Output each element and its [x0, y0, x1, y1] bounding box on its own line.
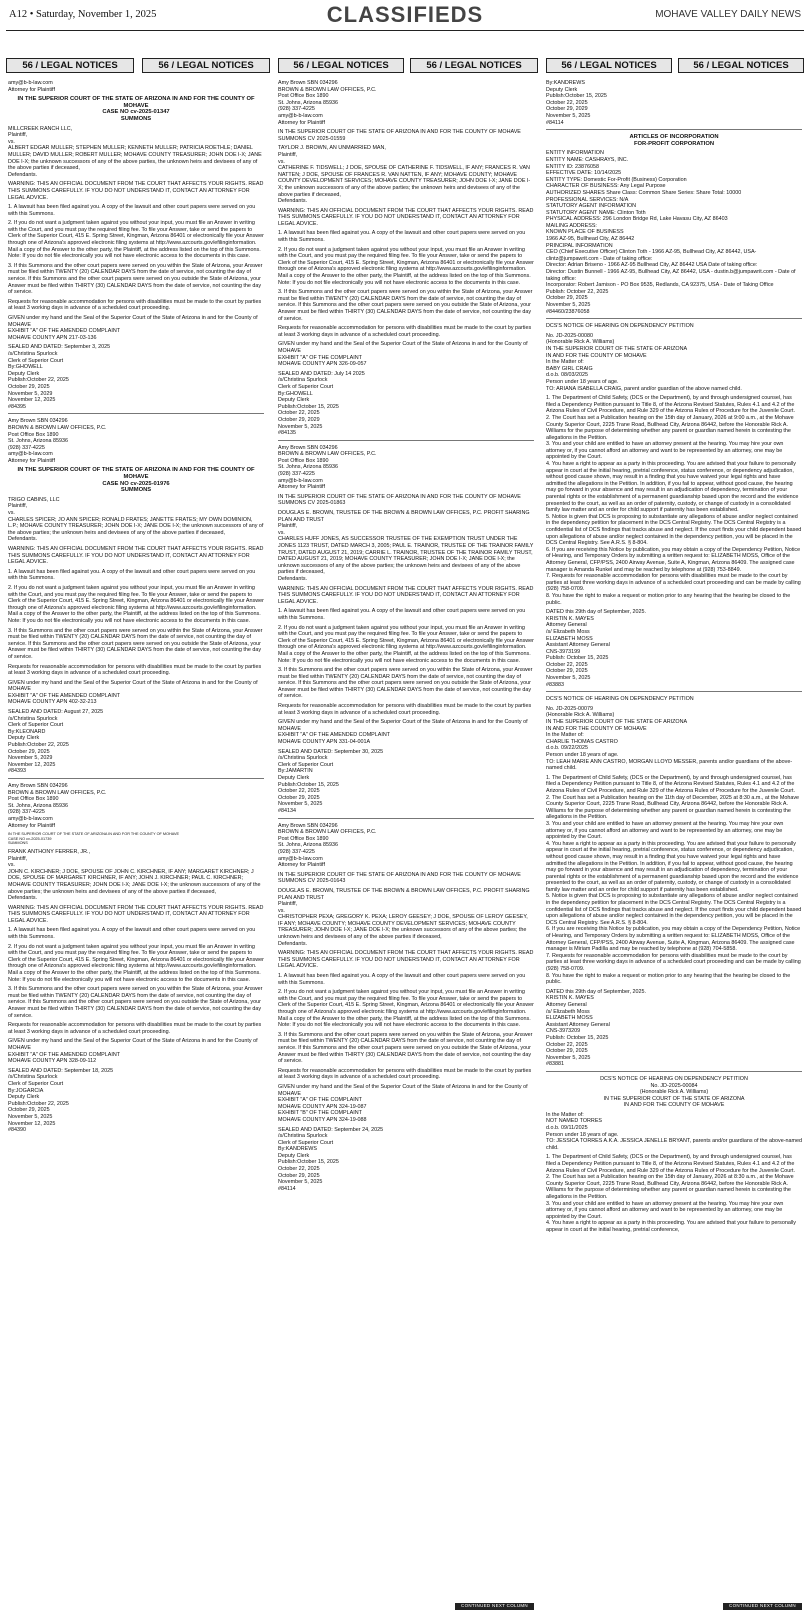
column-head: 56 / LEGAL NOTICES — [6, 58, 134, 73]
notice-body: In the Matter of: NOT NAMED TORRES d.o.b. 09/11/2025 Person under 18 years of age. TO: JESSICA TORRES A.K.A. JESSICA JENELLE BRYANT, parents and/or guardians of the above-named child. — [546, 1111, 802, 1151]
notice-header: Amy Brown SBN 034296 BROWN & BROWN LAW OFFICES, P.C. Post Office Box 1890 St. Johns, Arizona 85936 (928) 337-4225 amy@b-b-law.com Attorney for Plaintiff — [278, 80, 377, 126]
notice-header: Amy Brown SBN 034296 BROWN & BROWN LAW OFFICES, P.C. Post Office Box 1890 St. Johns, Arizona 85936 (928) 337-4225 amy@b-b-law.com Attorney for Plaintiff — [8, 418, 107, 464]
warning: WARNING: THIS AN OFFICIAL DOCUMENT FROM THE COURT THAT AFFECTS YOUR RIGHTS. READ THIS SUMMONS CAREFULLY. IF YOU DO NOT UNDERSTAND IT, CONTACT AN ATTORNEY FOR LEGAL ADVICE. — [8, 546, 264, 566]
notice-header: amy@b-b-law.com Attorney for Plaintiff — [8, 80, 55, 93]
court-heading: IN THE SUPERIOR COURT OF THE STATE OF ARIZONA IN AND FOR THE COUNTY OF MOHAVE CASE NO cv-2025-01347 SUMMONS — [17, 96, 255, 122]
paragraph: 2. If you do not want a judgment taken against you without your input, you must file an Answer in writing with the Court, and you must pay the required filing fee. To file your Answer, take or send the papers to Clerk of the Superior Court, 415 E. Spring Street, Kingman, Arizona 86401 or electronically file your Answer through one of Arizona's approved electronic filing systems at http://www.azcourts.gov/efilinginformation. Mail a copy of the Answer to the other party, the Plaintiff, at the address listed on the top of this Summons. Note: If you do not file electronically you will not have electronic access to the documents in this case. — [8, 220, 264, 260]
notice-title: ARTICLES OF INCORPORATION FOR-PROFIT CORPORATION — [629, 134, 719, 147]
warning: WARNING: THIS AN OFFICIAL DOCUMENT FROM THE COURT THAT AFFECTS YOUR RIGHTS. READ THIS SUMMONS CAREFULLY. IF YOU DO NOT UNDERSTAND IT, CONTACT AN ATTORNEY FOR LEGAL ADVICE. — [8, 904, 264, 924]
paragraph: Requests for reasonable accommodation for persons with disabilities must be made to the court by parties at least 3 working days in advance of a scheduled court proceeding. — [278, 1067, 532, 1081]
parties: DOUGLAS E. BROWN, TRUSTEE OF THE BROWN & BROWN LAW OFFICES, P.C. PROFIT SHARING PLAN AND TRUST Plaintiff, vs. CHRISTOPHER PEXA; GREGORY K. PEXA; LEROY GEESEY; J DOE, SPOUSE OF LEROY GEESEY, IF ANY; MOHAVE COUNTY; MOHAVE COUNTY DEVELOPMENT SERVICES; MOHAVE COUNTY TREASURER; JOHN DOE I-X; JANE DOE I-X; the unknown successors of any of the above parties; the unknown heirs and devisees of any of the above parties if deceased, Defendants. — [278, 887, 530, 947]
paragraph: Requests for reasonable accommodation for persons with disabilities must be made to the court by parties at least 3 working days in advance of a scheduled court proceeding. — [278, 703, 532, 716]
paragraph: 3. If this Summons and the other court papers were served on you within the State of Arizona, your Answer must be filed within TWENTY (20) CALENDAR DAYS from the date of service, not counting the day of service. If this Summons and the other court papers were served on you outside the State of Arizona, your Answer must be filed within THIRTY (30) CALENDAR DAYS from the date of service, not counting the day of service. — [278, 1031, 533, 1065]
paragraph: GIVEN under my hand and the Seal of the Superior Court of the State of Arizona in and for the County of MOHAVE EXHIBIT "A" OF THE AMENDED COMPLAINT MOHAVE COUNTY APN 402-32-213 — [8, 679, 258, 706]
paper-name: MOHAVE VALLEY DAILY NEWS — [655, 9, 801, 20]
signature-block: SEALED AND DATED: September 30, 2025 /s/Christina Spurlock Clerk of Superior Court By:JAMARTIN Deputy Clerk Publish:October 15, 2025 October 22, 2025 October 29, 2025 November 5, 2025 #84134 — [278, 748, 384, 814]
articles-body: ENTITY INFORMATION ENTITY NAME: CASHRAYS, INC. ENTITY ID: 23876058 EFFECTIVE DATE: 10/14/2025 ENTITY TYPE: Domestic For-Profit (Business) Corporation CHARACTER OF BUSINESS: Any Legal Purpose AUTHORIZED SHARES Share Class: Common Share Series: Share Total: 10000 PROFESSIONAL SERVICES: N/A STATUTORY AGENT INFORMATION STATUTORY AGENT NAME: Clinton Toth PHYSICAL ADDRESS: 296 London Bridge Rd, Lake Havasu City, AZ 86403 MAILING ADDRESS: KNOWN PLACE OF BUSINESS 1966 AZ-95, Bullhead City, AZ 86442 PRINCIPAL INFORMATION CEO (Chief Executive Officer) Clinton Toth - 1966 AZ-95, Bullhead City, AZ 86442, USA-clintz@jumpawrit.com - Date of taking office: Director: Adrian Briseno - 1966 AZ-95 Bullhead City, AZ 86442 USA Date of taking office: Director: Dustin Bunnell - 1966 AZ-95, Bullhead City, AZ 86442, USA - dustin.b@jumpawrit.com - Date of taking office: Incorporator: Robert Jamison - PO Box 9535, Redlands, CA 92375, USA - Date of Taking Office Publish: October 22, 2025 October 29, 2025 November 5, 2025 #84460/23876058 — [546, 150, 796, 315]
paragraph: 2. If you do not want a judgment taken against you without your input, you must file an Answer in writing with the Court, and you must pay the required filing fee. To file your Answer, take or send the papers to Clerk of the Superior Court, 415 E. Spring Street, Kingman, Arizona 86401 or electronically file your Answer through one of Arizona's approved electronic filing systems at http://www.azcourts.gov/efilinginformation. Mail a copy of the Answer to the other party, the Plaintiff, at the address listed on the top of this Summons. Note: If you do not file electronically you will not have electronic access to the documents in this case. — [8, 584, 264, 624]
paragraph: Requests for reasonable accommodation for persons with disabilities must be made to the court by parties at least 3 working days in advance of a scheduled court proceeding. — [8, 1022, 262, 1035]
column-head: 56 / LEGAL NOTICES — [678, 58, 804, 73]
paragraph: GIVEN under my hand and the Seal of the Superior Court of the State of Arizona in and for the County of MOHAVE EXHIBIT "A" OF THE AMENDED COMPLAINT MOHAVE COUNTY APN 217-03-136 — [8, 315, 258, 341]
divider — [278, 818, 534, 819]
paragraph: Requests for reasonable accommodation for persons with disabilities must be made to the court by parties at least 3 working days in advance of a scheduled court proceeding. — [278, 325, 532, 338]
divider — [546, 1071, 802, 1072]
signature-block: SEALED AND DATED: September 18, 2025 /s/Christina Spurlock Clerk of Superior Court By:JOGARCIA Deputy Clerk Publish:October 22, 2025 October 29, 2025 November 5, 2025 November 12, 2025 #84390 — [8, 1067, 114, 1134]
paragraph: 2. If you do not want a judgment taken against you without your input, you must file an Answer in writing with the Court, and you must pay the required filing fee. To file your Answer, take or send the papers to Clerk of the Superior Court, 415 E. Spring Street, Kingman, Arizona 86401 or electronically file your Answer through one of Arizona's approved electronic filing systems at http://www.azcourts.gov/efilinginformation. Mail a copy of the Answer to the other party, the Plaintiff, at the address listed on the top of this Summons. Note: If you do not file electronically you will not have electronic access to the documents in this case. — [8, 943, 264, 983]
paragraph: 3. If this Summons and the other court papers were served on you within the State of Arizona, your Answer must be filed within TWENTY (20) CALENDAR DAYS from the date of service, not counting the day of service. If this Summons and the other court papers were served on you outside the State of Arizona, your Answer must be filed within THIRTY (30) CALENDAR DAYS from the date of service, not counting the day of service. — [8, 627, 263, 660]
paragraph: GIVEN under my hand and the Seal of the Superior Court of the State of Arizona in and for the County of MOHAVE EXHIBIT "A" OF THE AMENDED COMPLAINT MOHAVE COUNTY APN 328-09-112 — [8, 1038, 258, 1065]
column-head: 56 / LEGAL NOTICES — [142, 58, 270, 73]
signature-block: SEALED AND DATED: August 27, 2025 /s/Christina Spurlock Clerk of Superior Court By:KLEONARD Deputy Clerk Publish:October 22, 2025 October 29, 2025 November 5, 2029 November 12, 2025 #84393 — [8, 709, 104, 775]
divider — [546, 691, 802, 692]
divider — [8, 413, 264, 414]
divider — [546, 129, 802, 130]
warning: WARNING: THIS AN OFFICIAL DOCUMENT FROM THE COURT THAT AFFECTS YOUR RIGHTS. READ THIS SUMMONS CAREFULLY. IF YOU DO NOT UNDERSTAND IT, CONTACT AN ATTORNEY FOR LEGAL ADVICE. — [278, 207, 534, 227]
paragraph: 1. A lawsuit has been filed against you. A copy of the lawsuit and other court papers were served on you with this Summons. — [278, 973, 526, 986]
divider — [278, 440, 534, 441]
parties: TAYLOR J. BROWN, AN UNMARRIED MAN, Plaintiff, vs. CATHERINE F. TIDSWELL; J DOE, SPOUSE OF CATHERINE F. TIDSWELL, IF ANY; FRANCES R. VAN NATTEN; J DOE, SPOUSE OF FRANCES R. VAN NATTEN, IF ANY; MOHAVE COUNTY; MOHAVE COUNTY DEVELOPMENT SERVICES; MOHAVE COUNTY TREASURER; JOHN DOE I-X; JANE DOE I-X; the unknown successors of any of the above parties; the unknown heirs and devisees of any of the above parties if deceased, Defendants. — [278, 145, 531, 205]
paragraph: 1. A lawsuit has been filed against you. A copy of the lawsuit and other court papers were served on you with this Summons. — [278, 608, 526, 621]
paragraph: 1. The Department of Child Safety, (DCS or the Department), by and through undersigned counsel, has filed a Dependency Petition pursuant to Title 8, of the Arizona Revised Statutes, Rules 4.1 and 4.2 of the Arizona Rules of Civil Procedure, and Rule 329 of the Arizona Rules of Procedure for the Juvenile Court. 2. The Court has set a Publication hearing on the 11th day of December, 2025 at 8:30 a.m., at the Mohave County Superior Court, 2225 Trane Road, Bullhead City, Arizona 86442, before the Honorable Rick A. Williams for the purpose of determining whether any parent or guardian named herein is contesting the allegations in the Petition. 3. You and your child are entitled to have an attorney present at the hearing. You may hire your own attorney or, if you cannot afford an attorney and want to be represented by an attorney, one may be appointed by the Court. 4. You have a right to appear as a party in this proceeding. You are advised that your failure to personally appear in court at the initial hearing, pretrial conference, status conference, or dependency adjudication, without good cause shown, may result in a finding that you have waived your legal rights and have admitted the allegations in the Petition. In addition, if you fail to appear, without good cause, the hearing may go forward in your absence and may result in an adjudication of dependency, termination of your parental rights or the establishment of a permanent guardianship based upon the record and the evidence presented to the court, as well as an order of paternity, custody, or change of custody in a consolidated family law matter and an order for child support if paternity has been established. 5. Notice is given that DCS is proposing to substantiate any allegations of abuse and/or neglect contained in the dependency petition for placement in the DCS Central Registry. The DCS Central Registry is a confidential list of DCS findings that tracks abuse and neglect. If the court finds your child dependent based upon allegations of abuse and/or neglect contained in the dependency petition, you will be placed in the DCS Central Registry. See A.R.S. § 8-804. 6. If you are receiving this Notice by publication, you may obtain a copy of the Dependency Petition, Notice of Hearing, and Temporary Orders by submitting a written request to: ELIZABETH MOSS, Office of the Attorney General, CFP/PSS, 2400 Airway Avenue, Suite A, Kingman, Arizona 86409. The assigned case manager is Miriam Padilla and may be reached by telephone at (928) 704-5858. 7. Requests for reasonable accommodation for persons with disabilities must be made to the court by parties at least three working days in advance of a scheduled court proceeding and can be made by calling (928) 758-0709. 8. You have the right to make a request or motion prior to any hearing that the hearing be closed to the public. — [546, 774, 802, 986]
notice-title: DCS'S NOTICE OF HEARING ON DEPENDENCY PETITION — [546, 696, 694, 703]
legal-column-2 — [278, 80, 534, 1610]
signature-block: SEALED AND DATED: July 14 2025 /s/Christina Spurlock Clerk of Superior Court By:GHOWELL Deputy Clerk Publish:October 15, 2025 October 22, 2025 October 29, 2029 November 5, 2025 #84135 — [278, 370, 365, 437]
paragraph: GIVEN under my hand and the Seal of the Superior Court of the State of Arizona in and for the County of MOHAVE EXHIBIT "A" OF THE COMPLAINT MOHAVE COUNTY APN 324-19-087 EXHIBIT "B" OF THE COMPLAINT MOHAVE COUNTY APN 324-19-088 — [278, 1083, 528, 1123]
warning: WARNING: THIS AN OFFICIAL DOCUMENT FROM THE COURT THAT AFFECTS YOUR RIGHTS. READ THIS SUMMONS CAREFULLY. IF YOU DO NOT UNDERSTAND IT, CONTACT AN ATTORNEY FOR LEGAL ADVICE. — [278, 950, 534, 970]
warning: WARNING: THIS AN OFFICIAL DOCUMENT FROM THE COURT THAT AFFECTS YOUR RIGHTS. READ THIS SUMMONS CAREFULLY. IF YOU DO NOT UNDERSTAND IT, CONTACT AN ATTORNEY FOR LEGAL ADVICE. — [8, 181, 264, 201]
paragraph: 3. If this Summons and the other court papers were served on you within the State of Arizona, your Answer must be filed within TWENTY (20) CALENDAR DAYS from the date of service, not counting the day of service. If this Summons and the other court papers were served on you outside the State of Arizona, your Answer must be filed within THIRTY (30) CALENDAR DAYS from the date of service, not counting the day of service. — [278, 289, 533, 322]
masthead-rule — [6, 30, 804, 31]
paragraph: Requests for reasonable accommodation for persons with disabilities must be made to the court by parties at least 3 working days in advance of a scheduled court proceeding. — [8, 663, 262, 677]
parties: DOUGLAS E. BROWN, TRUSTEE OF THE BROWN & BROWN LAW OFFICES, P.C. PROFIT SHARING PLAN AND TRUST Plaintiff, vs. CHARLES HUFF JONES, AS SUCCESSOR TRUSTEE OF THE EXEMPTION TRUST UNDER THE JONES 1123 TRUST, DATED MARCH 3, 2005; PAUL E. TRAINOR, TRUSTEE OF THE TRAINOR FAMILY TRUST, DATED AUGUST 21, 2019; CARRIE L. TRAINOR, TRUSTEE OF THE TRAINOR FAMILY TRUST, DATED AUGUST 21, 2019; MOHAVE COUNTY TREASURER; JOHN DOE I-X; JANE DOE I-X; the unknown successors of any of the above parties; the unknown heirs and devisees of any of the above parties if deceased, Defendants. — [278, 510, 534, 582]
continued-marker: CONTINUED NEXT COLUMN — [455, 1603, 534, 1610]
signature-block: By:KANDREWS Deputy Clerk Publish:October 15, 2025 October 22, 2025 October 29, 2029 November 5, 2025 #84114 — [546, 80, 607, 126]
court-heading: IN THE SUPERIOR COURT OF THE STATE OF ARIZONA IN AND FOR THE COUNTY OF MOHAVE SUMMONS CV 2025-01559 — [278, 129, 521, 142]
paragraph: 3. If this Summons and the other court papers were served on you within the State of Arizona, your Answer must be filed within TWENTY (20) CALENDAR DAYS from the date of service, not counting the day of service. If this Summons and the other court papers were served on you outside the State of Arizona, your Answer must be filed within THIRTY (30) CALENDAR DAYS from the date of service, not counting the day of service. — [278, 667, 533, 700]
notice-body: No. JD-2025-00080 (Honorable Rick A. Williams) IN THE SUPERIOR COURT OF THE STATE OF ARIZONA IN AND FOR THE COUNTY OF MOHAVE In the Matter of: BABY GIRL CRAIG d.o.b. 08/03/2025 Person under 18 years of age. TO: ARIANA ISABELLA CRAIG, parent and/or guardian of the above named child. — [546, 332, 742, 392]
paragraph: GIVEN under my hand and the Seal of the Superior Court of the State of Arizona in and for the County of MOHAVE EXHIBIT "A" OF THE AMENDED COMPLAINT MOHAVE COUNTY APN 331-04-001A — [278, 719, 528, 746]
parties: FRANK ANTHONY FERRER, JR., Plaintiff, vs. JOHN C. KIRCHNER; J DOE, SPOUSE OF JOHN C. KIRCHNER, IF ANY; MARGARET KIRCHNER; J DOE, SPOUSE OF MARGARET KIRCHNER, IF ANY; JOHN J. KIRCHNER; PAUL C. KIRCHNER; MOHAVE COUNTY TREASURER; JOHN DOE I-X; JANE DOE I-X; the unknown successors of any of the above parties; the unknown heirs and devisees of any of the above parties if deceased, Defendants. — [8, 848, 261, 902]
notice-title: DCS'S NOTICE OF HEARING ON DEPENDENCY PETITION — [546, 323, 694, 330]
warning: WARNING: THIS AN OFFICIAL DOCUMENT FROM THE COURT THAT AFFECTS YOUR RIGHTS. READ THIS SUMMONS CAREFULLY. IF YOU DO NOT UNDERSTAND IT, CONTACT AN ATTORNEY FOR LEGAL ADVICE. — [278, 585, 534, 605]
parties: MILLCREEK RANCH LLC, Plaintiff, vs. ALBERT EDGAR MULLER; STEPHEN MULLER; KENNETH MULLER; PATRICIA ROETHLE; DANIEL MULLER; DAVID MULLER; ROBERT MULLER; MOHAVE COUNTY TREASURER; JOHN DOE I-X; JANE DOE I-X; the unknown successors of any of the above parties, the unknown heirs and devisees of any of the above parties if deceased, Defendants. — [8, 125, 262, 178]
continued-marker: CONTINUED NEXT COLUMN — [723, 1603, 802, 1610]
court-heading: IN THE SUPERIOR COURT OF THE STATE OF ARIZONA IN AND FOR THE COUNTY OF MOHAVE CASE NO cv-2025-01976 SUMMONS — [17, 467, 255, 494]
divider — [8, 778, 264, 779]
column-heads — [6, 58, 804, 73]
notice-header: Amy Brown SBN 034296 BROWN & BROWN LAW OFFICES, P.C. Post Office Box 1890 St. Johns, Arizona 85936 (928) 337-4225 amy@b-b-law.com Attorney for Plaintiff — [278, 822, 377, 869]
notice-header: Amy Brown SBN 034296 BROWN & BROWN LAW OFFICES, P.C. Post Office Box 1890 St. Johns, Arizona 85936 (928) 337-4225 amy@b-b-law.com Attorney for Plaintiff — [8, 783, 107, 829]
signature-block: DATED this 29th day of September, 2025. KRISTIN K. MAYES Attorney General /s/ Elizabeth Moss ELIZABETH MOSS Assistant Attorney General CNS-3973199 Publish: October 15, 2025 October 22, 2025 October 29, 2025 November 5, 2025 #83883 — [546, 609, 646, 688]
column-head: 56 / LEGAL NOTICES — [410, 58, 538, 73]
column-head: 56 / LEGAL NOTICES — [546, 58, 672, 73]
paragraph: Requests for reasonable accommodation for persons with disabilities must be made to the court by parties at least 3 working days in advance of a scheduled court proceeding. — [8, 298, 262, 312]
paragraph: 3. If this Summons and the other court papers were served on you within the State of Arizona, your Answer must be filed within TWENTY (20) CALENDAR DAYS from the date of service, not counting the day of service. If this Summons and the other court papers were served on you outside the State of Arizona, your Answer must be filed within THIRTY (30) CALENDAR DAYS from the date of service, not counting the day of service. — [8, 986, 263, 1019]
paragraph: GIVEN under my hand and the Seal of the Superior Court of the State of Arizona in and for the County of MOHAVE EXHIBIT "A" OF THE COMPLAINT MOHAVE COUNTY APN 326-09-057 — [278, 341, 528, 368]
paragraph: 1. A lawsuit has been filed against you. A copy of the lawsuit and other court papers were served on you with this Summons. — [278, 230, 526, 244]
section-title: CLASSIFIEDS — [326, 2, 484, 27]
legal-column-3 — [546, 80, 802, 1610]
paragraph: 1. A lawsuit has been filed against you. A copy of the lawsuit and other court papers were served on you with this Summons. — [8, 927, 256, 941]
column-head: 56 / LEGAL NOTICES — [278, 58, 404, 73]
signature-block: DATED this 29th day of September, 2025. KRISTIN K. MAYES Attorney General /s/ Elizabeth Moss ELIZABETH MOSS Assistant Attorney General CNS-3973209 Publish: October 15, 2025 October 22, 2025 October 29, 2025 November 5, 2025 #83881 — [546, 988, 646, 1068]
masthead — [0, 0, 810, 34]
court-heading: IN THE SUPERIOR COURT OF THE STATE OF ARIZONA IN AND FOR THE COUNTY OF MOHAVE SUMMONS CV 2025-01863 — [278, 493, 521, 507]
paragraph: 1. A lawsuit has been filed against you. A copy of the lawsuit and other court papers were served on you with this Summons. — [8, 204, 256, 217]
court-heading: IN THE SUPERIOR COURT OF THE STATE OF ARIZONA IN AND FOR THE COUNTY OF MOHAVE SUMMONS CV 2025-01643 — [278, 871, 521, 885]
paragraph: 1. A lawsuit has been filed against you. A copy of the lawsuit and other court papers were served on you with this Summons. — [8, 568, 256, 582]
paragraph: 3. If this Summons and the other court papers were served on you within the State of Arizona, your Answer must be filed within TWENTY (20) CALENDAR DAYS from the date of service, not counting the day of service. If this Summons and the other court papers were served on you outside the State of Arizona, your Answer must be filed within THIRTY (30) CALENDAR DAYS from the date of service, not counting the day of service. — [8, 262, 263, 296]
court-heading: IN THE SUPERIOR COURT OF THE STATE OF ARIZONA IN AND FOR THE COUNTY OF MOHAVE CASE NO cv-2025-01739 SUMMONS — [8, 832, 180, 846]
paragraph: 2. If you do not want a judgment taken against you without your input, you must file an Answer in writing with the Court, and you must pay the required filing fee. To file your Answer, take or send the papers to Clerk of the Superior Court, 415 E. Spring Street, Kingman, Arizona 86401 or electronically file your Answer through one of Arizona's approved electronic filing systems at http://www.azcourts.gov/efilinginformation. Mail a copy of the Answer to the other party, the Plaintiff, at the address listed on the top of this Summons. Note: If you do not file electronically you will not have electronic access to the documents in this case. — [278, 989, 534, 1029]
signature-block: SEALED AND DATED: September 24, 2025 /s/Christina Spurlock Clerk of Superior Court By:KANDREWS Deputy Clerk Publish:October 15, 2025 October 22, 2025 October 29, 2025 November 5, 2025 #84114 — [278, 1126, 384, 1192]
legal-column-1 — [8, 80, 264, 1610]
notice-title: DCS'S NOTICE OF HEARING ON DEPENDENCY PETITION No. JD-2025-00084 (Honorable Rick A. Williams) IN THE SUPERIOR COURT OF THE STATE OF ARIZONA IN AND FOR THE COUNTY OF MOHAVE — [600, 1075, 748, 1109]
paragraph: 2. If you do not want a judgment taken against you without your input, you must file an Answer in writing with the Court, and you must pay the required filing fee. To file your Answer, take or send the papers to Clerk of the Superior Court, 415 E. Spring Street, Kingman, Arizona 86401 or electronically file your Answer through one of Arizona's approved electronic filing systems at http://www.azcourts.gov/efilinginformation. Mail a copy of the Answer to the other party, the Plaintiff, at the address listed on the top of this Summons. Note: If you do not file electronically you will not have electronic access to the documents in this case. — [278, 624, 534, 664]
paragraph: 1. The Department of Child Safety, (DCS or the Department), by and through undersigned counsel, has filed a Dependency Petition pursuant to Title 8, of the Arizona Revised Statutes, Rules 4.1 and 4.2 of the Arizona Rules of Civil Procedure, and Rule 329 of the Arizona Rules of Procedure for the Juvenile Court. 2. The Court has set a Publication hearing on the 15th day of January, 2026 at 9:00 a.m., at the Mohave County Superior Court, 2225 Trane Road, Bullhead City, Arizona 86442, before the Honorable Rick A. Williams for the purpose of determining whether any parent or guardian named herein is contesting the allegations in the Petition. 3. You and your child are entitled to have an attorney present at the hearing. You may hire your own attorney or, if you cannot afford an attorney and want to be represented by an attorney, one may be appointed by the Court. 4. You have a right to appear as a party in this proceeding. You are advised that your failure to personally appear in court at the initial hearing, pretrial conference, status conference, or dependency adjudication, without good cause shown, may result in a finding that you have waived your legal rights and have admitted the allegations in the Petition. In addition, if you fail to appear, without good cause, the hearing may go forward in your absence and may result in an adjudication of dependency, termination of your parental rights or the establishment of a permanent guardianship based upon the record and the evidence presented to the court, as well as an order of paternity, custody, or change of custody in a consolidated family law matter and an order for child support if paternity has been established. 5. Notice is given that DCS is proposing to substantiate any allegations of abuse and/or neglect contained in the dependency petition for placement in the DCS Central Registry. The DCS Central Registry is a confidential list of DCS findings that tracks abuse and neglect. If the court finds your child dependent based upon allegations of abuse and/or neglect contained in the dependency petition, you will be placed in the DCS Central Registry. See A.R.S. § 8-804. 6. If you are receiving this Notice by publication, you may obtain a copy of the Dependency Petition, Notice of Hearing, and Temporary Orders by submitting a written request to: ELIZABETH MOSS, Office of the Attorney General, CFP/PSS, 2400 Airway Avenue, Suite A, Kingman, Arizona 86409. The assigned case manager is Amanda Runkel and may be reached by telephone at (928) 753-8849. 7. Requests for reasonable accommodation for persons with disabilities must be made to the court by parties at least three working days in advance of a scheduled court proceeding and can be made by calling (928) 758-0709. 8. You have the right to make a request or motion prior to any hearing that the hearing be closed to the public. — [546, 395, 802, 606]
divider — [546, 318, 802, 319]
paragraph: 1. The Department of Child Safety, (DCS or the Department), by and through undersigned counsel, has filed a Dependency Petition pursuant to Title 8, of the Arizona Revised Statutes, Rules 4.1 and 4.2 of the Arizona Rules of Civil Procedure, and Rule 329 of the Arizona Rules of Procedure for the Juvenile Court. 2. The Court has set a Publication hearing on the 15th day of January, 2026 at 8:30 a.m., at the Mohave County Superior Court, 2225 Trane Road, Bullhead City, Arizona 86442, before the Honorable Rick A. Williams for the purpose of determining whether any parent or guardian named herein is contesting the allegations in the Petition. 3. You and your child are entitled to have an attorney present at the hearing. You may hire your own attorney or, if you cannot afford an attorney and want to be represented by an attorney, one may be appointed by the Court. 4. You have a right to appear as a party in this proceeding. You are advised that your failure to personally appear in court at the initial hearing, pretrial conference, — [546, 1154, 796, 1233]
notice-body: No. JD-2025-00079 (Honorable Rick A. Williams) IN THE SUPERIOR COURT OF THE STATE OF ARIZONA IN AND FOR THE COUNTY OF MOHAVE In the Matter of: CHARLIE THOMAS CASTRO d.o.b. 09/22/2025 Person under 18 years of age. TO: LEAH MARIE ANN CASTRO, MORGAN LLOYD MESSER, parents and/or guardians of the above-named child. — [546, 705, 793, 772]
parties: TRIGO CABINS, LLC Plaintiff, vs. CHARLES SPICER; JO ANN SPICER; RONALD FRATES; JANETTE FRATES; MY OWN DOMINION, L.P.; MOHAVE COUNTY TREASURER; JOHN DOE I-X; JANE DOE I-X; the unknown successors of any of the above parties; the unknown heirs and devisees of any of the above parties if deceased, Defendants. — [8, 496, 264, 543]
paragraph: 2. If you do not want a judgment taken against you without your input, you must file an Answer in writing with the Court, and you must pay the required filing fee. To file your Answer, take or send the papers to Clerk of the Superior Court, 415 E. Spring Street, Kingman, Arizona 86401 or electronically file your Answer through one of Arizona's approved electronic filing systems at http://www.azcourts.gov/efilinginformation. Mail a copy of the Answer to the other party, the Plaintiff, at the address listed on the top of this Summons. Note: If you do not file electronically you will not have electronic access to the documents in this case. — [278, 246, 534, 286]
page-info: A12 • Saturday, November 1, 2025 — [9, 9, 157, 20]
signature-block: SEALED AND DATED: September 3, 2025 /s/Christina Spurlock Clerk of Superior Court By:GHOWELL Deputy Clerk Publish:October 22, 2025 October 29, 2025 November 5, 2029 November 12, 2025 #84395 — [8, 344, 111, 410]
notice-header: Amy Brown SBN 034296 BROWN & BROWN LAW OFFICES, P.C. Post Office Box 1890 St. Johns, Arizona 85936 (928) 337-4225 amy@b-b-law.com Attorney for Plaintiff — [278, 444, 377, 491]
